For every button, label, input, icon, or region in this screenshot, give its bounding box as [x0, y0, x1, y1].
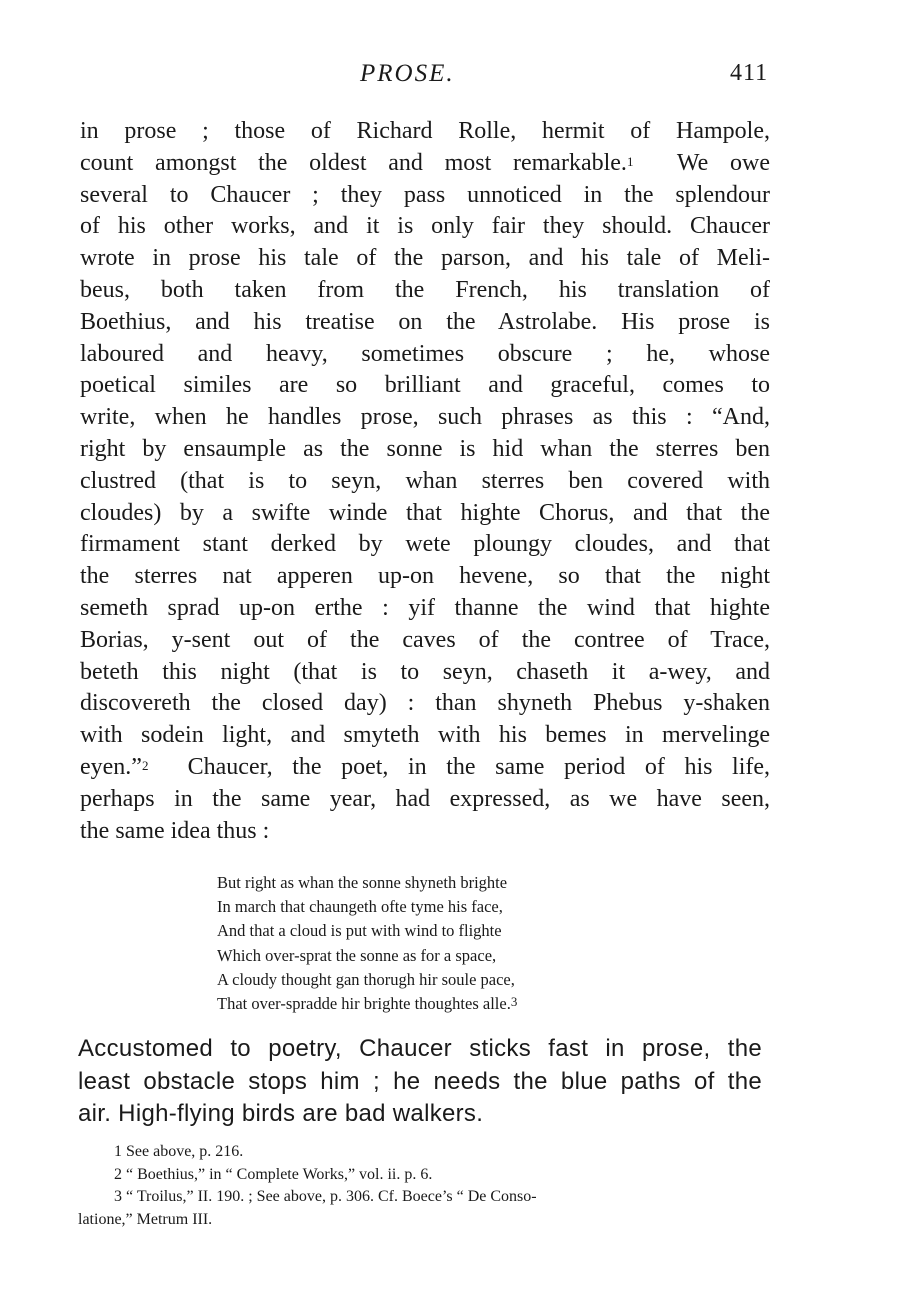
body-line: in prose ; those of Richard Rolle, hermit of Hampole, — [80, 118, 770, 144]
closing-line: Accustomed to poetry, Chaucer sticks fast in prose, the — [78, 1035, 762, 1062]
body-line: wrote in prose his tale of the parson, and his tale of Meli- — [80, 245, 770, 272]
page-number: 411 — [730, 60, 769, 86]
body-line: poetical similes are so brilliant and graceful, comes to — [80, 372, 770, 399]
body-line: beteth this night (that is to seyn, chaseth it a-wey, and — [80, 658, 770, 685]
footnote: latione,” Metrum III. — [78, 1210, 213, 1228]
verse-line: In march that chaungeth ofte tyme his face, — [217, 897, 503, 917]
body-line: with sodein light, and smyteth with his bemes in mervelinge — [80, 722, 770, 749]
body-line: cloudes) by a swifte winde that highte Chorus, and that the — [80, 499, 770, 526]
body-line: the same idea thus : — [80, 817, 270, 844]
body-line: Borias, y-sent out of the caves of the contree of Trace, — [80, 626, 770, 653]
closing-paragraph — [78, 1033, 762, 1131]
verse-quotation — [217, 871, 637, 1016]
main-paragraph — [80, 116, 770, 847]
body-line: eyen.”$^2$ Chaucer, the poet, in the same period of his life, — [80, 753, 771, 780]
body-line: the sterres nat apperen up-on hevene, so that the night — [80, 563, 770, 590]
body-line: firmament stant derked by wete ploungy cloudes, and that — [80, 531, 770, 558]
footnote: 2 “ Boethius,” in “ Complete Works,” vol. ii. p. 6. — [114, 1165, 433, 1183]
body-line: laboured and heavy, sometimes obscure ; he, whose — [80, 340, 770, 367]
verse-line: That over-spradde hir brighte thoughtes alle.$^3$ — [217, 994, 518, 1014]
body-line: discovereth the closed day) : than shyneth Phebus y-shaken — [80, 690, 770, 717]
body-line: beus, both taken from the French, his translation of — [80, 276, 770, 303]
verse-line: But right as whan the sonne shyneth brighte — [217, 873, 508, 892]
body-line: of his other works, and it is only fair they should. Chaucer — [80, 213, 770, 240]
body-line: semeth sprad up-on erthe : yif thanne the wind that highte — [80, 594, 770, 621]
footnote-marker: 3 — [510, 994, 518, 1010]
body-line: several to Chaucer ; they pass unnoticed in the splendour — [80, 181, 770, 208]
closing-line: air. High-flying birds are bad walkers. — [78, 1100, 484, 1127]
footnote-marker: 1 — [626, 153, 634, 169]
running-title: PROSE. — [360, 60, 455, 87]
verse-line: Which over-sprat the sonne as for a space, — [217, 945, 497, 965]
footnote: 3 “ Troilus,” II. 190. ; See above, p. 306. Cf. Boece’s “ De Conso- — [114, 1188, 537, 1205]
body-line: right by ensaumple as the sonne is hid whan the sterres ben — [80, 435, 770, 462]
closing-line: least obstacle stops him ; he needs the blue paths of the — [78, 1067, 762, 1095]
footnotes — [78, 1141, 768, 1231]
running-head — [0, 60, 900, 92]
body-line: perhaps in the same year, had expressed, as we have seen, — [80, 785, 770, 812]
verse-line: And that a cloud is put with wind to flighte — [217, 921, 502, 941]
verse-line: A cloudy thought gan thorugh hir soule pace, — [217, 969, 515, 989]
body-line: clustred (that is to seyn, whan sterres ben covered with — [80, 467, 770, 494]
body-line: Boethius, and his treatise on the Astrolabe. His prose is — [80, 308, 770, 335]
body-line: count amongst the oldest and most remarkable.$^1$ We owe — [80, 149, 771, 176]
footnote-marker: 2 — [141, 757, 149, 773]
body-line: write, when he handles prose, such phrases as this : “And, — [80, 404, 770, 431]
footnote: 1 See above, p. 216. — [114, 1143, 244, 1160]
